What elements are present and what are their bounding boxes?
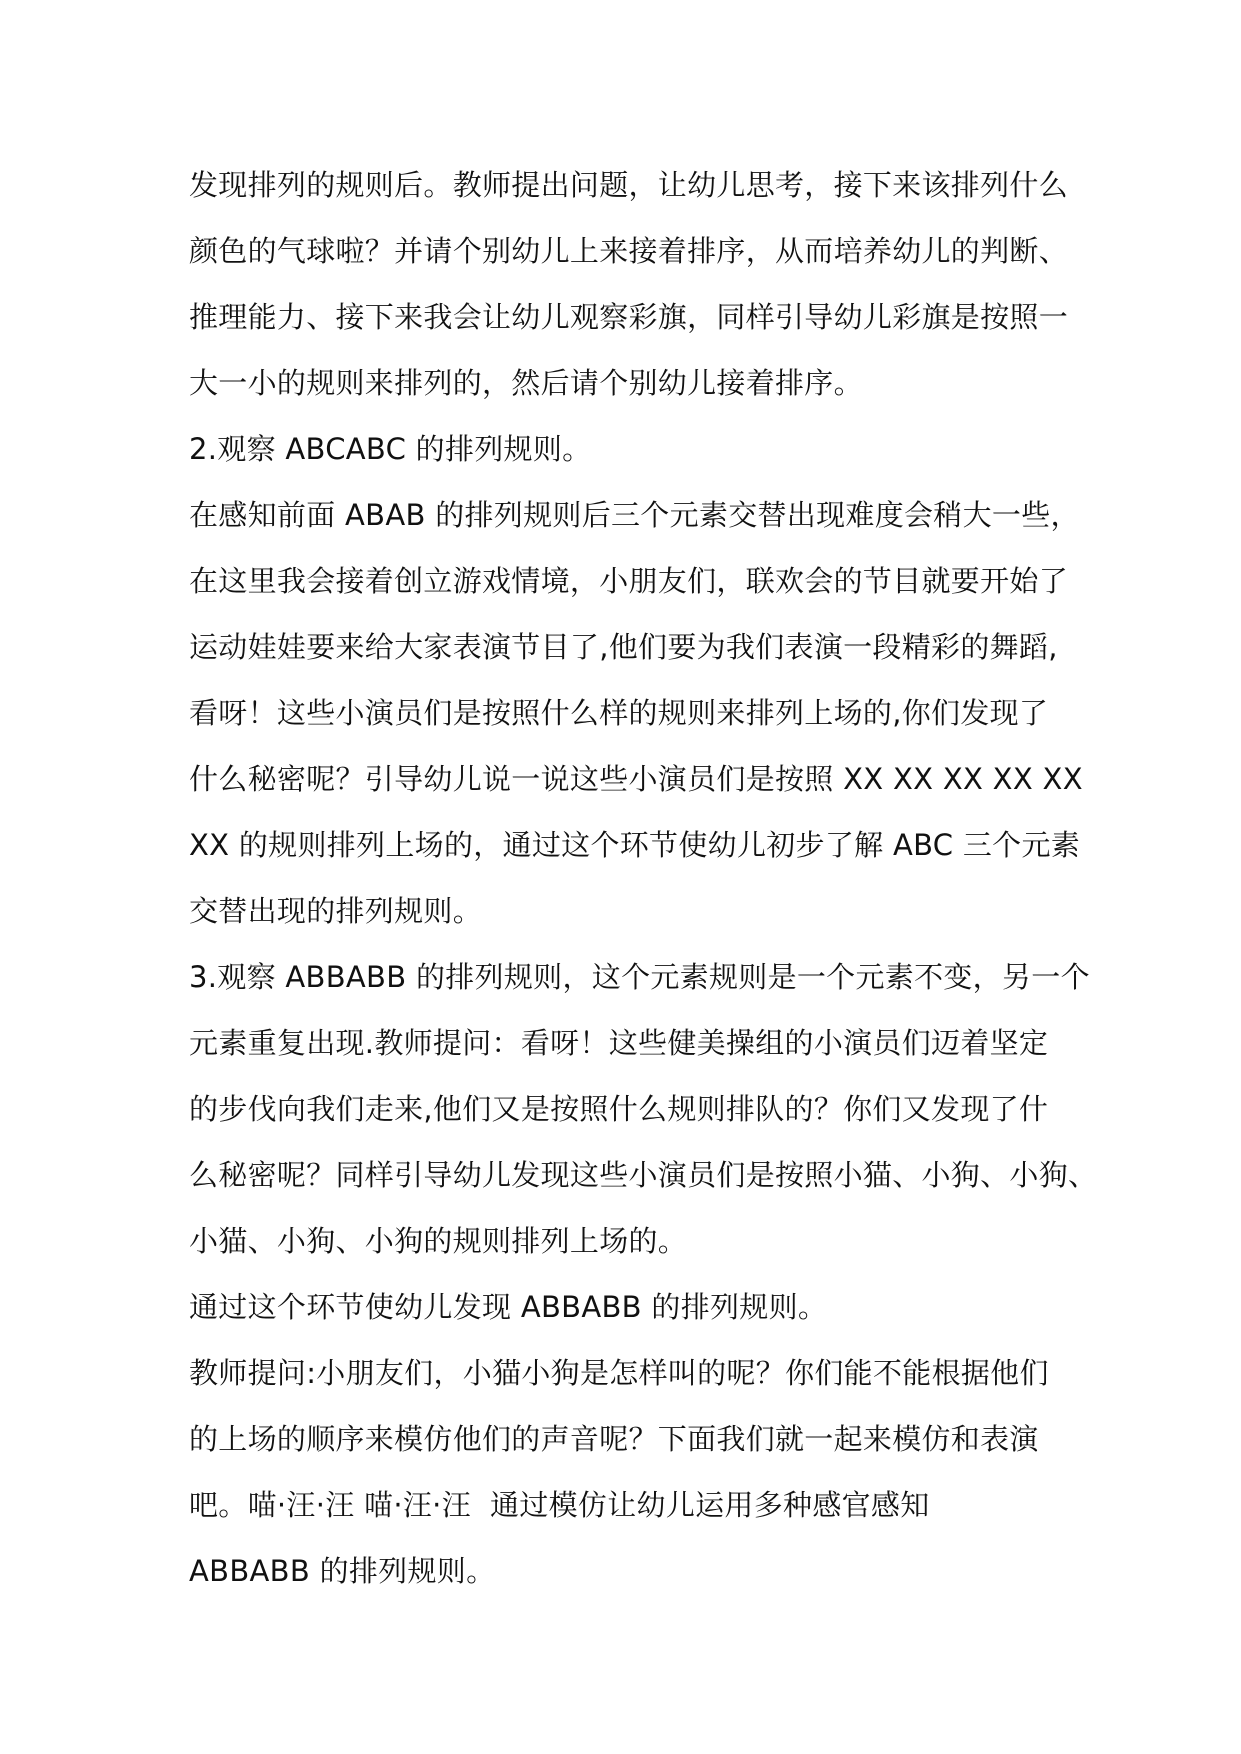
text-line: 的上场的顺序来模仿他们的声音呢？下面我们就一起来模仿和表演 — [189, 1422, 1039, 1456]
text-line: ABBABB 的排列规则。 — [189, 1554, 496, 1588]
text-line: 交替出现的排列规则。 — [189, 894, 483, 928]
text-line: 通过这个环节使幼儿发现 ABBABB 的排列规则。 — [189, 1290, 828, 1324]
section-heading-2: 2.观察 ABCABC 的排列规则。 — [189, 432, 592, 466]
text-line: 教师提问:小朋友们，小猫小狗是怎样叫的呢？你们能不能根据他们 — [189, 1356, 1049, 1390]
text-line: 运动娃娃要来给大家表演节目了,他们要为我们表演一段精彩的舞蹈, — [189, 630, 1058, 664]
text-line: 元素重复出现.教师提问：看呀！这些健美操组的小演员们迈着坚定 — [189, 1026, 1049, 1060]
text-line: 在这里我会接着创立游戏情境，小朋友们，联欢会的节目就要开始了 — [189, 564, 1069, 598]
document-body — [189, 152, 1098, 1604]
text-line: 什么秘密呢？引导幼儿说一说这些小演员们是按照 XX XX XX XX XX — [189, 762, 1083, 796]
section-heading-3: 3.观察 ABBABB 的排列规则，这个元素规则是一个元素不变，另一个 — [189, 960, 1090, 994]
text-line: 推理能力、接下来我会让幼儿观察彩旗，同样引导幼儿彩旗是按照一 — [189, 300, 1069, 334]
text-line: 看呀！这些小演员们是按照什么样的规则来排列上场的,你们发现了 — [189, 696, 1049, 730]
text-line: 大一小的规则来排列的，然后请个别幼儿接着排序。 — [189, 366, 863, 400]
text-line: 发现排列的规则后。教师提出问题，让幼儿思考，接下来该排列什么 — [189, 168, 1069, 202]
text-line: XX 的规则排列上场的，通过这个环节使幼儿初步了解 ABC 三个元素 — [189, 828, 1081, 862]
text-line: 小猫、小狗、小狗的规则排列上场的。 — [189, 1224, 688, 1258]
text-line: 的步伐向我们走来,他们又是按照什么规则排队的？你们又发现了什 — [189, 1092, 1049, 1126]
text-line: 颜色的气球啦？并请个别幼儿上来接着排序，从而培养幼儿的判断、 — [189, 234, 1069, 268]
text-line: 吧。喵·汪·汪 喵·汪·汪 通过模仿让幼儿运用多种感官感知 — [189, 1488, 930, 1522]
text-line: 在感知前面 ABAB 的排列规则后三个元素交替出现难度会稍大一些， — [189, 498, 1080, 532]
text-line: 么秘密呢？同样引导幼儿发现这些小演员们是按照小猫、小狗、小狗、 — [189, 1158, 1098, 1192]
